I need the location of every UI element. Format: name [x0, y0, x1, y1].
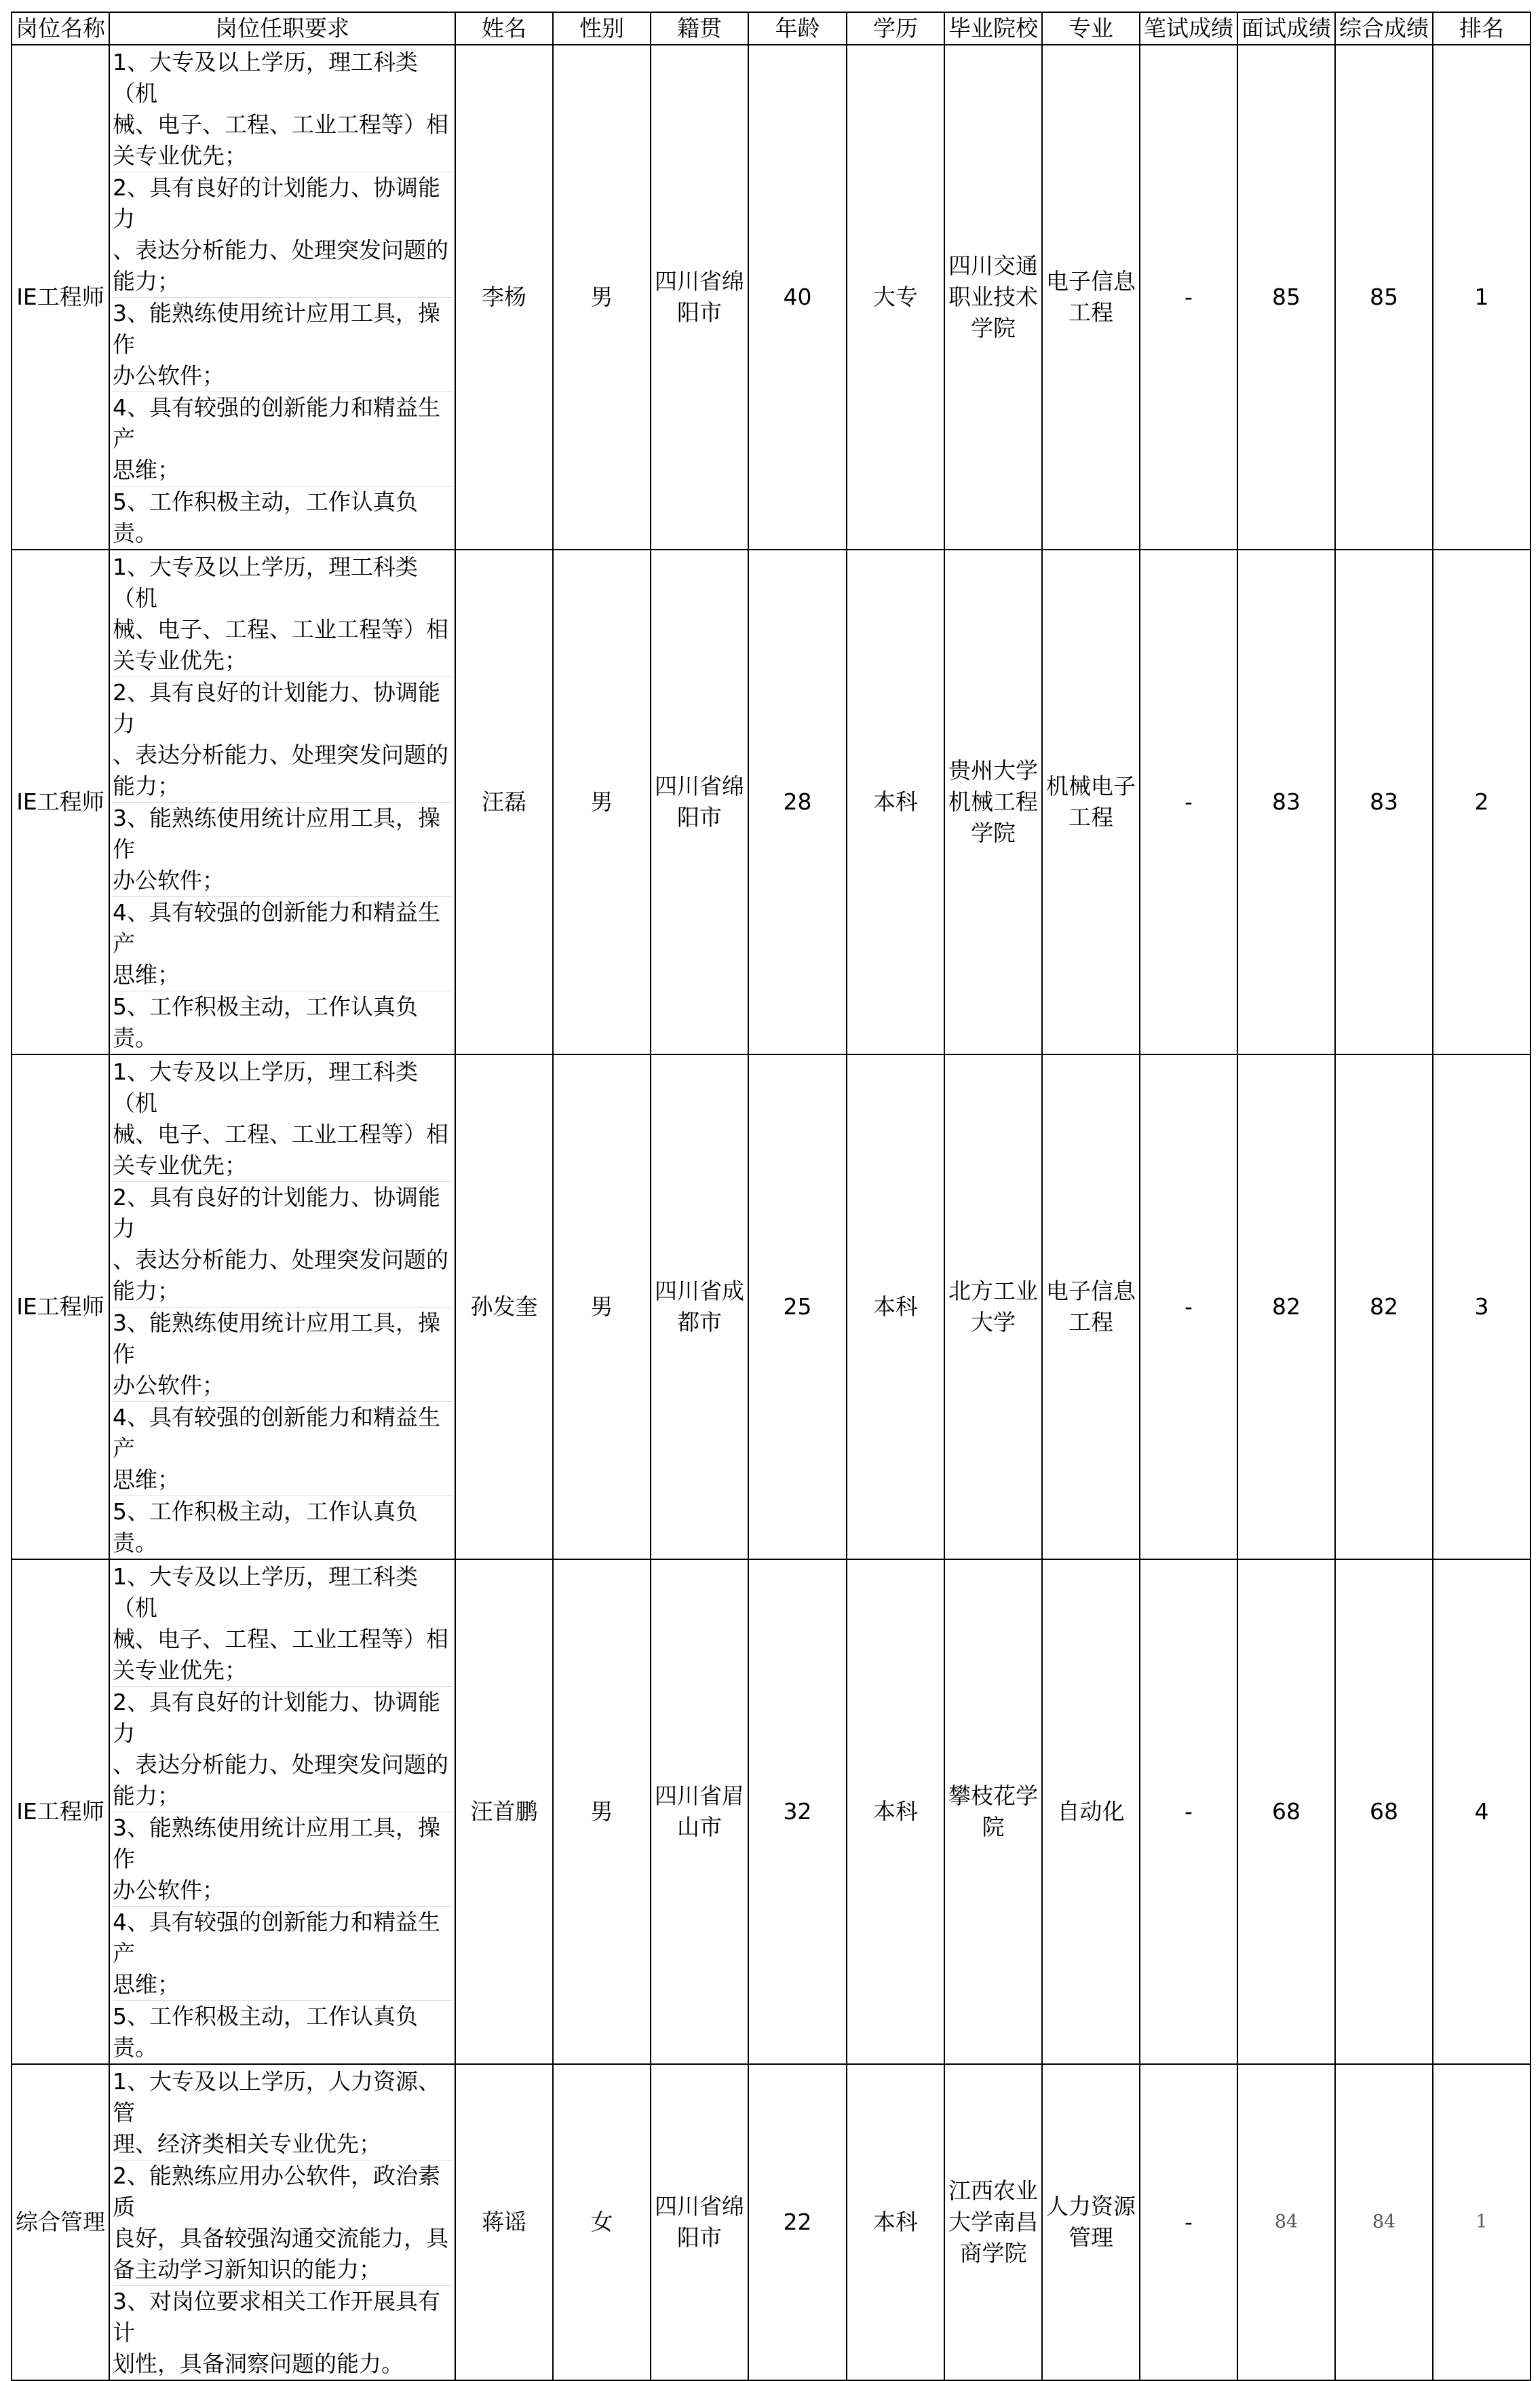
gender-cell: 男: [553, 45, 651, 550]
rank-cell: 3: [1433, 1054, 1531, 1559]
written-score-cell: -: [1140, 2064, 1237, 2380]
requirement-line: 思维；: [113, 457, 180, 483]
requirement-line: 办公软件；: [113, 1372, 225, 1398]
school-cell: [944, 550, 1042, 1054]
requirements-cell: [109, 1054, 455, 1559]
requirement-item: [113, 896, 452, 991]
requirement-item: [113, 172, 452, 297]
school-cell: [944, 45, 1042, 550]
age-cell: 25: [748, 1054, 847, 1559]
age-cell: 28: [748, 550, 847, 1054]
requirement-line: 、表达分析能力、处理突发问题的: [113, 742, 448, 768]
requirement-line: 思维；: [113, 1971, 180, 1998]
requirement-line: 械、电子、工程、工业工程等）相: [113, 1121, 448, 1147]
hometown-cell-line: 都市: [677, 1309, 722, 1335]
hometown-cell: [651, 1559, 748, 2064]
requirement-line: 4、具有较强的创新能力和精益生产: [113, 1909, 440, 1966]
hometown-cell: [651, 550, 748, 1054]
requirement-line: 良好，具备较强沟通交流能力，具: [113, 2225, 448, 2251]
major-cell-line: 管理: [1069, 2224, 1113, 2251]
requirement-line: 关专业优先；: [113, 1657, 247, 1683]
requirement-line: 械、电子、工程、工业工程等）相: [113, 111, 448, 138]
hometown-cell-line: 四川省绵: [655, 2193, 744, 2220]
requirement-line: 1、大专及以上学历，理工科类（机: [113, 1059, 418, 1116]
header-interview-score: 面试成绩: [1237, 12, 1335, 45]
requirement-item: [113, 2000, 452, 2063]
requirement-item: [113, 2160, 452, 2285]
name-cell: 汪磊: [455, 550, 553, 1054]
age-cell: 40: [748, 45, 847, 550]
requirement-line: 械、电子、工程、工业工程等）相: [113, 1626, 448, 1652]
requirement-line: 备主动学习新知识的能力；: [113, 2256, 381, 2283]
hometown-cell-line: 阳市: [677, 299, 722, 326]
rank-cell: 2: [1433, 550, 1531, 1054]
requirement-line: 关专业优先；: [113, 647, 247, 674]
header-age: 年龄: [748, 12, 847, 45]
requirement-line: 5、工作积极主动，工作认真负责。: [113, 993, 418, 1051]
requirement-line: 关专业优先；: [113, 1152, 247, 1179]
requirement-line: 4、具有较强的创新能力和精益生产: [113, 1404, 440, 1462]
requirement-line: 办公软件；: [113, 362, 225, 389]
requirement-item: [113, 1056, 452, 1181]
table-row: [12, 2064, 1531, 2380]
school-cell-line: 学院: [971, 315, 1016, 341]
name-cell: 孙发奎: [455, 1054, 553, 1559]
table-row: [12, 45, 1531, 550]
requirement-line: 3、能熟练使用统计应用工具，操作: [113, 1310, 440, 1367]
requirement-item: [113, 1812, 452, 1906]
interview-score-cell: 82: [1237, 1054, 1335, 1559]
school-cell-line: 江西农业: [948, 2177, 1038, 2204]
education-cell: 本科: [847, 1559, 944, 2064]
requirement-line: 3、能熟练使用统计应用工具，操作: [113, 300, 440, 358]
requirement-line: 办公软件；: [113, 867, 225, 894]
name-cell: 李杨: [455, 45, 553, 550]
school-cell-line: 院: [982, 1814, 1005, 1840]
total-score-cell: 84: [1335, 2064, 1433, 2380]
requirement-item: [113, 392, 452, 486]
major-cell: [1042, 550, 1140, 1054]
header-gender: 性别: [553, 12, 651, 45]
requirement-line: 2、具有良好的计划能力、协调能力: [113, 679, 440, 737]
requirements-cell: [109, 550, 455, 1054]
header-name: 姓名: [455, 12, 553, 45]
requirement-line: 2、具有良好的计划能力、协调能力: [113, 1184, 440, 1242]
requirement-line: 2、能熟练应用办公软件，政治素质: [113, 2163, 440, 2220]
total-score-cell: 68: [1335, 1559, 1433, 2064]
education-cell: 本科: [847, 550, 944, 1054]
position-cell: IE工程师: [12, 550, 109, 1054]
school-cell-line: 职业技术: [948, 284, 1038, 310]
requirement-item: [113, 1686, 452, 1812]
hometown-cell: [651, 45, 748, 550]
requirement-item: [113, 297, 452, 392]
requirement-line: 5、工作积极主动，工作认真负责。: [113, 2003, 418, 2061]
hometown-cell: [651, 1054, 748, 1559]
interview-score-cell: 85: [1237, 45, 1335, 550]
requirement-line: 1、大专及以上学历，理工科类（机: [113, 554, 418, 611]
requirement-item: [113, 677, 452, 802]
written-score-cell: -: [1140, 1054, 1237, 1559]
header-hometown: 籍贯: [651, 12, 748, 45]
written-score-cell: -: [1140, 45, 1237, 550]
requirement-line: 3、对岗位要求相关工作开展具有计: [113, 2288, 440, 2346]
school-cell-line: 机械工程: [948, 788, 1038, 815]
requirement-item: [113, 47, 452, 172]
major-cell-line: 工程: [1069, 299, 1113, 326]
requirements-cell: [109, 45, 455, 550]
major-cell: [1042, 1559, 1140, 2064]
requirements-cell: [109, 1559, 455, 2064]
requirement-line: 能力；: [113, 1783, 180, 1809]
total-score-cell: 83: [1335, 550, 1433, 1054]
requirement-item: [113, 552, 452, 677]
age-cell: 32: [748, 1559, 847, 2064]
requirement-line: 、表达分析能力、处理突发问题的: [113, 1246, 448, 1273]
school-cell-line: 学院: [971, 820, 1016, 846]
requirement-line: 、表达分析能力、处理突发问题的: [113, 237, 448, 263]
requirement-item: [113, 1561, 452, 1686]
major-cell: [1042, 2064, 1140, 2380]
requirement-line: 能力；: [113, 1278, 180, 1304]
header-written-score: 笔试成绩: [1140, 12, 1237, 45]
requirement-line: 能力；: [113, 268, 180, 294]
header-requirements: 岗位任职要求: [109, 12, 455, 45]
requirement-line: 1、大专及以上学历，理工科类（机: [113, 1563, 418, 1621]
school-cell: [944, 1054, 1042, 1559]
requirement-item: [113, 1307, 452, 1401]
requirement-line: 能力；: [113, 773, 180, 799]
requirement-line: 理、经济类相关专业优先；: [113, 2131, 381, 2157]
total-score-cell: 85: [1335, 45, 1433, 550]
hometown-cell-line: 山市: [677, 1814, 722, 1840]
requirement-item: [113, 486, 452, 549]
major-cell: [1042, 45, 1140, 550]
header-position: 岗位名称: [12, 12, 109, 45]
interview-score-cell: 83: [1237, 550, 1335, 1054]
rank-cell: 4: [1433, 1559, 1531, 2064]
school-cell-line: 贵州大学: [948, 757, 1038, 784]
major-cell: [1042, 1054, 1140, 1559]
school-cell-line: 四川交通: [948, 252, 1038, 279]
requirement-line: 划性，具备洞察问题的能力。: [113, 2350, 404, 2377]
rank-cell: 1: [1433, 45, 1531, 550]
written-score-cell: -: [1140, 550, 1237, 1054]
header-school: 毕业院校: [944, 12, 1042, 45]
name-cell: 蒋谣: [455, 2064, 553, 2380]
requirement-line: 4、具有较强的创新能力和精益生产: [113, 899, 440, 957]
school-cell-line: 北方工业: [948, 1278, 1038, 1304]
school-cell-line: 大学: [971, 1309, 1016, 1335]
hometown-cell: [651, 2064, 748, 2380]
requirement-line: 思维；: [113, 961, 180, 988]
hometown-cell-line: 四川省绵: [655, 773, 744, 799]
major-cell-line: 工程: [1069, 804, 1113, 831]
requirement-line: 3、能熟练使用统计应用工具，操作: [113, 1814, 440, 1872]
education-cell: 本科: [847, 2064, 944, 2380]
requirement-line: 2、具有良好的计划能力、协调能力: [113, 1689, 440, 1747]
requirement-line: 3、能熟练使用统计应用工具，操作: [113, 805, 440, 862]
requirement-line: 思维；: [113, 1466, 180, 1493]
major-cell-line: 电子信息: [1046, 1278, 1136, 1304]
major-cell-line: 工程: [1069, 1309, 1113, 1335]
rank-cell: 1: [1433, 2064, 1531, 2380]
requirement-line: 5、工作积极主动，工作认真负责。: [113, 489, 418, 546]
requirement-line: 办公软件；: [113, 1877, 225, 1903]
major-cell-line: 电子信息: [1046, 268, 1136, 294]
position-cell: IE工程师: [12, 45, 109, 550]
requirement-line: 械、电子、工程、工业工程等）相: [113, 616, 448, 643]
requirement-line: 1、大专及以上学历，理工科类（机: [113, 49, 418, 107]
education-cell: 大专: [847, 45, 944, 550]
school-cell-line: 攀枝花学: [948, 1783, 1038, 1809]
name-cell: 汪首鹏: [455, 1559, 553, 2064]
requirement-item: [113, 2066, 452, 2160]
requirement-item: [113, 991, 452, 1054]
position-cell: IE工程师: [12, 1054, 109, 1559]
header-major: 专业: [1042, 12, 1140, 45]
requirement-item: [113, 1181, 452, 1307]
requirement-line: 4、具有较强的创新能力和精益生产: [113, 394, 440, 452]
gender-cell: 男: [553, 1054, 651, 1559]
school-cell-line: 大学南昌: [948, 2209, 1038, 2235]
requirements-cell: [109, 2064, 455, 2380]
header-total-score: 综合成绩: [1335, 12, 1433, 45]
major-cell-line: 自动化: [1057, 1798, 1125, 1825]
requirement-item: [113, 1401, 452, 1496]
table-row: [12, 1559, 1531, 2064]
requirement-line: 、表达分析能力、处理突发问题的: [113, 1751, 448, 1778]
table-row: [12, 1054, 1531, 1559]
gender-cell: 女: [553, 2064, 651, 2380]
age-cell: 22: [748, 2064, 847, 2380]
total-score-cell: 82: [1335, 1054, 1433, 1559]
requirement-item: [113, 2285, 452, 2380]
interview-score-cell: 84: [1237, 2064, 1335, 2380]
education-cell: 本科: [847, 1054, 944, 1559]
table-row: [12, 550, 1531, 1054]
position-cell: 综合管理: [12, 2064, 109, 2380]
header-rank: 排名: [1433, 12, 1531, 45]
school-cell-line: 商学院: [959, 2240, 1027, 2266]
position-cell: IE工程师: [12, 1559, 109, 2064]
interview-score-cell: 68: [1237, 1559, 1335, 2064]
header-education: 学历: [847, 12, 944, 45]
major-cell-line: 机械电子: [1046, 773, 1136, 799]
school-cell: [944, 1559, 1042, 2064]
written-score-cell: -: [1140, 1559, 1237, 2064]
requirement-item: [113, 802, 452, 896]
hometown-cell-line: 四川省眉: [655, 1783, 744, 1809]
hometown-cell-line: 阳市: [677, 804, 722, 831]
hometown-cell-line: 四川省成: [655, 1278, 744, 1304]
requirement-line: 5、工作积极主动，工作认真负责。: [113, 1498, 418, 1556]
hometown-cell-line: 四川省绵: [655, 268, 744, 294]
gender-cell: 男: [553, 550, 651, 1054]
requirement-item: [113, 1496, 452, 1559]
major-cell-line: 人力资源: [1046, 2193, 1136, 2220]
results-table: [11, 12, 1531, 2381]
hometown-cell-line: 阳市: [677, 2224, 722, 2251]
gender-cell: 男: [553, 1559, 651, 2064]
requirement-line: 关专业优先；: [113, 142, 247, 169]
requirement-item: [113, 1906, 452, 2000]
requirement-line: 2、具有良好的计划能力、协调能力: [113, 174, 440, 232]
header-row: [12, 12, 1531, 45]
school-cell: [944, 2064, 1042, 2380]
requirement-line: 1、大专及以上学历，人力资源、管: [113, 2068, 440, 2126]
